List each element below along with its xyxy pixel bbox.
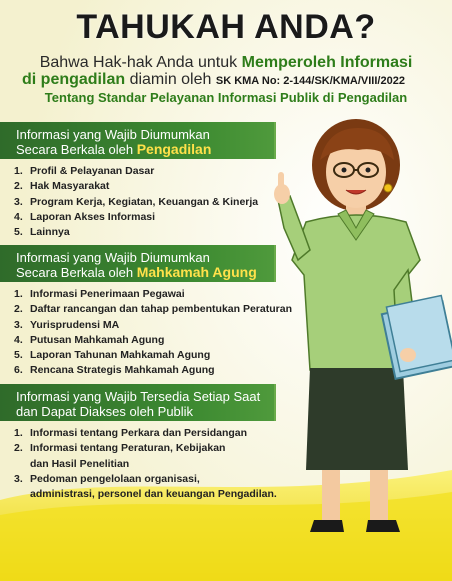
banner-line-2 — [16, 265, 274, 280]
item-text: Rencana Strategis Mahkamah Agung — [30, 364, 215, 377]
list-item — [14, 164, 258, 179]
item-text: Laporan Tahunan Mahkamah Agung — [30, 349, 211, 362]
list-item — [14, 210, 258, 225]
item-text: Putusan Mahkamah Agung — [30, 333, 165, 346]
banner-line-1: Informasi yang Wajib Diumumkan — [16, 250, 210, 265]
item-number: 1. — [14, 427, 23, 439]
item-number: 1. — [14, 165, 23, 177]
list-item — [14, 318, 292, 333]
item-number: 5. — [14, 226, 23, 239]
list-item — [14, 287, 292, 302]
item-text: Hak Masyarakat — [30, 180, 110, 193]
item-number: 4. — [14, 333, 23, 346]
item-number: 5. — [14, 349, 23, 362]
intro-highlight-2: di pengadilan — [22, 71, 126, 88]
banner-line-1: Informasi yang Wajib Diumumkan — [16, 127, 210, 142]
list-item — [14, 195, 258, 210]
banner-line-2 — [16, 142, 274, 157]
list-item — [14, 363, 292, 378]
item-text: Laporan Akses Informasi — [30, 210, 156, 223]
item-number: 3. — [14, 472, 23, 485]
item-text: dan Hasil Penelitian — [30, 457, 130, 470]
item-number: 6. — [14, 364, 23, 377]
intro-text: Bahwa Hak-hak Anda untuk — [39, 54, 238, 71]
item-text: Daftar rancangan dan tahap pembentukan Peraturan — [30, 303, 292, 316]
page-title: TAHUKAH ANDA? — [76, 8, 376, 46]
item-number: 2. — [14, 180, 23, 193]
banner-prefix: Secara Berkala oleh — [16, 265, 134, 280]
list-item — [14, 441, 277, 456]
section-banner-mahkamah-agung — [0, 245, 276, 282]
list-mahkamah-agung — [14, 287, 292, 379]
list-item — [14, 302, 292, 317]
banner-highlight: Mahkamah Agung — [136, 264, 257, 280]
list-tersedia — [14, 426, 277, 502]
item-text: Program Kerja, Kegiatan, Keuangan & Kinerja — [30, 195, 259, 208]
subtitle: Tentang Standar Pelayanan Informasi Publik di Pengadilan — [44, 90, 408, 105]
item-text: administrasi, personel dan keuangan Pengadilan. — [30, 488, 277, 501]
item-text: Pedoman pengelolaan organisasi, — [30, 472, 200, 485]
item-text: Yurisprudensi MA — [30, 318, 120, 331]
intro-line-2 — [8, 71, 452, 90]
banner-highlight: Pengadilan — [136, 141, 212, 157]
list-item — [14, 179, 258, 194]
list-pengadilan — [14, 164, 258, 240]
banner-line-1: Informasi yang Wajib Tersedia Setiap Saat — [16, 389, 261, 404]
section-banner-pengadilan — [0, 122, 276, 159]
item-text: Informasi tentang Peraturan, Kebijakan — [30, 442, 226, 455]
list-item — [14, 348, 292, 363]
item-text: Profil & Pelayanan Dasar — [30, 165, 155, 177]
item-text: Informasi Penerimaan Pegawai — [30, 288, 185, 300]
banner-prefix: Secara Berkala oleh — [16, 142, 134, 157]
list-item — [14, 457, 277, 472]
list-item — [14, 426, 277, 441]
list-item — [14, 225, 258, 240]
item-text: Informasi tentang Perkara dan Persidangan — [30, 427, 248, 439]
item-number: 4. — [14, 210, 23, 223]
list-item — [14, 472, 277, 487]
section-banner-tersedia — [0, 384, 276, 421]
item-number: 1. — [14, 288, 23, 300]
item-number: 3. — [14, 195, 23, 208]
intro-line-1 — [0, 54, 452, 72]
list-item — [14, 333, 292, 348]
item-text: Lainnya — [30, 226, 70, 239]
intro-text-2: diamin oleh — [129, 71, 212, 88]
item-number: 3. — [14, 318, 23, 331]
list-item — [14, 487, 277, 502]
item-number: 2. — [14, 442, 23, 455]
item-number: 2. — [14, 303, 23, 316]
banner-line-2: dan Dapat Diakses oleh Publik — [16, 404, 194, 419]
sk-number: SK KMA No: 2-144/SK/KMA/VIII/2022 — [215, 75, 405, 87]
intro-highlight: Memperoleh Informasi — [241, 54, 413, 71]
